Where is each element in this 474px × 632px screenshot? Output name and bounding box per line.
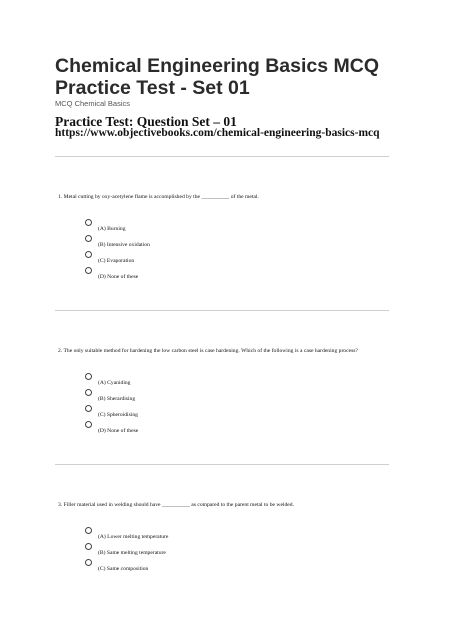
option-label: (C) Spheroidising [98,412,138,418]
option-label: (B) Sherardising [98,396,136,402]
radio-button[interactable] [85,267,92,274]
radio-button[interactable] [85,527,92,534]
question-1-option-d[interactable] [85,267,285,283]
practice-test-heading: Practice Test: Question Set – 01 [55,114,237,129]
radio-button[interactable] [85,559,92,566]
document-title: Chemical Engineering Basics MCQ Practice Test - Set 01 [55,55,380,99]
document-category-link[interactable]: MCQ Chemical Basics [55,99,131,108]
question-1-text: 1. Metal cutting by oxy-acetylene flame is accomplished by the __________ of the metal. [58,194,259,200]
section-divider [55,464,389,465]
question-2-option-b[interactable] [85,389,285,405]
option-label: (D) None of these [98,274,139,280]
option-label: (B) Same melting temperature [98,550,166,556]
option-label: (A) Burning [98,226,126,232]
question-1-option-c[interactable] [85,251,285,267]
question-3-option-a[interactable] [85,527,285,543]
section-divider [55,310,389,311]
question-1-option-b[interactable] [85,235,285,251]
radio-button[interactable] [85,405,92,412]
question-3-option-b[interactable] [85,543,285,559]
section-divider [55,156,389,157]
option-label: (A) Lower melting temperature [98,534,169,540]
question-2-text: 2. The only suitable method for hardening the low carbon steel is case hardening. Which of the following is a case hardening process? [58,348,358,354]
radio-button[interactable] [85,543,92,550]
question-3-text: 3. Filler material used in welding should have __________ as compared to the parent metal to be welded. [58,502,294,508]
radio-button[interactable] [85,235,92,242]
option-label: (D) None of these [98,428,139,434]
question-1-option-a[interactable] [85,219,285,235]
question-2-option-c[interactable] [85,405,285,421]
radio-button[interactable] [85,389,92,396]
radio-button[interactable] [85,421,92,428]
option-label: (C) Same composition [98,566,149,572]
option-label: (B) Intensive oxidation [98,242,150,248]
radio-button[interactable] [85,373,92,380]
option-label: (A) Cyaniding [98,380,131,386]
question-2-option-a[interactable] [85,373,285,389]
radio-button[interactable] [85,251,92,258]
option-label: (C) Evaporation [98,258,135,264]
question-3-option-c[interactable] [85,559,285,575]
source-url: https://www.objectivebooks.com/chemical-engineering-basics-mcq [55,127,380,139]
question-2-option-d[interactable] [85,421,285,437]
radio-button[interactable] [85,219,92,226]
